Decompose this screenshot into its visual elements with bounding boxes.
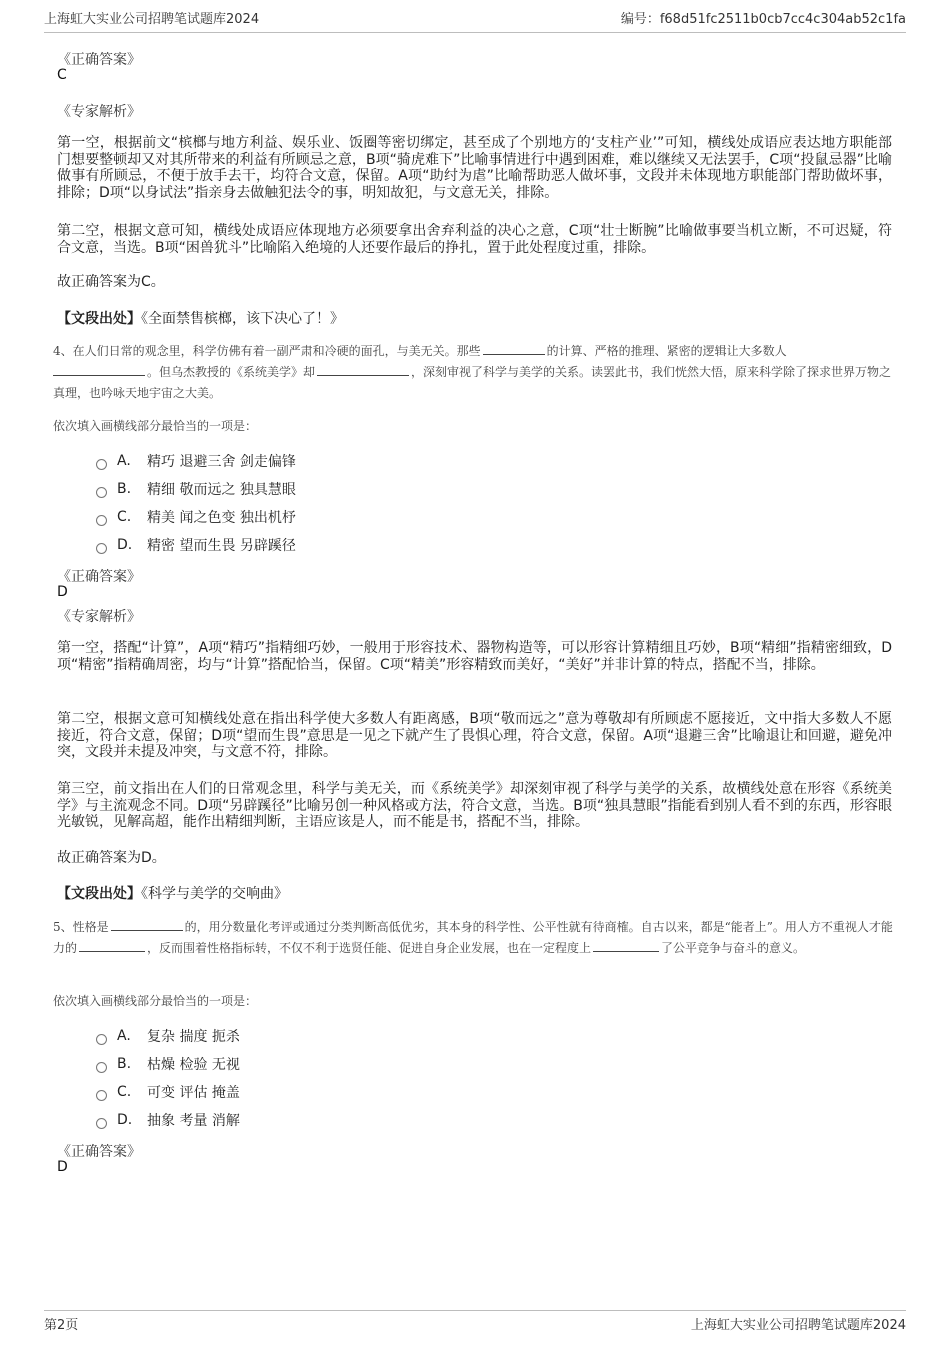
option-c[interactable]: C. 可变 评估 掩盖 (96, 1082, 240, 1102)
question-number: 5、 (53, 920, 73, 934)
source-title: 《科学与美学的交响曲》 (141, 886, 288, 902)
question-5-text: 5、性格是 的，用分数量化考评或通过分类判断高低优劣，其本身的科学性、公平性就有待商榷。自古以来，都是“能者上”。用人方不重视人才能力的 ，反而围着性格指标转，不仅不利于选贤任能、促进自身企业发展，也在一定程度上 了公平竞争与奋斗的意义。 (53, 917, 898, 959)
option-b[interactable]: B. 精细 敬而远之 独具慧眼 (96, 479, 296, 499)
radio-icon[interactable] (96, 1090, 107, 1101)
option-a[interactable]: A. 精巧 退避三舍 剑走偏锋 (96, 451, 296, 471)
analysis-conclusion: 故正确答案为C。 (57, 274, 165, 290)
fill-blank (111, 917, 183, 931)
correct-answer-label: 《正确答案》 (57, 569, 141, 585)
analysis-paragraph: 第三空，前文指出在人们的日常观念里，科学与美无关，而《系统美学》却深刻审视了科学与美学的关系，故横线处意在形容《系统美学》与主流观念不同。D项“另辟蹊径”比喻另创一种风格或方法，符合文意，当选。B项“独具慧眼”指能看到别人看不到的东西，形容眼光敏锐，见解高超，能作出精细判断，主语应该是人，而不能是书，搭配不当，排除。 (57, 781, 892, 830)
fill-blank (483, 341, 545, 355)
document-id: 编号：f68d51fc2511b0cb7cc4c304ab52c1fa (620, 12, 906, 27)
option-d[interactable]: D. 抽象 考量 消解 (96, 1110, 240, 1130)
option-b[interactable]: B. 枯燥 检验 无视 (96, 1054, 240, 1074)
answer-value: D (57, 584, 68, 600)
question-4-text: 4、在人们日常的观念里，科学仿佛有着一副严肃和冷硬的面孔，与美无关。那些 的计算、严格的推理、紧密的逻辑让大多数人 。但乌杰教授的《系统美学》却 ，深刻审视了科学与美学的关系。读罢此书，我们恍然大悟，原来科学除了探求世界万物之真理，也吟咏天地宇宙之大美。 (53, 341, 898, 404)
fill-blank (593, 938, 659, 952)
page-footer (44, 1310, 906, 1338)
option-c[interactable]: C. 精美 闻之色变 独出机杼 (96, 507, 296, 527)
footer-title: 上海虹大实业公司招聘笔试题库2024 (690, 1318, 906, 1333)
source-line (57, 883, 288, 903)
analysis-paragraph: 第二空，根据文意可知，横线处成语应体现地方必须要拿出舍弃利益的决心之意，C项“壮士断腕”比喻做事要当机立断，不可迟疑，符合文意，当选。B项“困兽犹斗”比喻陷入绝境的人还要作最后的挣扎，置于此处程度过重，排除。 (57, 223, 892, 256)
radio-icon[interactable] (96, 1034, 107, 1045)
radio-icon[interactable] (96, 459, 107, 470)
expert-analysis-label: 《专家解析》 (57, 609, 141, 625)
radio-icon[interactable] (96, 1062, 107, 1073)
radio-icon[interactable] (96, 1118, 107, 1129)
source-line (57, 308, 344, 328)
analysis-conclusion: 故正确答案为D。 (57, 850, 166, 866)
fill-blank (53, 362, 145, 376)
radio-icon[interactable] (96, 487, 107, 498)
option-a[interactable]: A. 复杂 揣度 扼杀 (96, 1026, 240, 1046)
radio-icon[interactable] (96, 543, 107, 554)
correct-answer-label: 《正确答案》 (57, 1144, 141, 1160)
radio-icon[interactable] (96, 515, 107, 526)
analysis-paragraph: 第二空，根据文意可知横线处意在指出科学使大多数人有距离感，B项“敬而远之”意为尊敬却有所顾虑不愿接近，文中指大多数人不愿接近，符合文意，保留；D项“望而生畏”意思是一见之下就产生了畏惧心理，符合文意，保留。A项“退避三舍”比喻退让和回避，避免冲突，文段并未提及冲突，与文意不符，排除。 (57, 711, 892, 760)
header-title: 上海虹大实业公司招聘笔试题库2024 (44, 12, 260, 27)
fill-blank (79, 938, 145, 952)
page-number: 第2页 (44, 1318, 79, 1333)
page-header (44, 8, 906, 33)
analysis-paragraph: 第一空，根据前文“槟榔与地方利益、娱乐业、饭圈等密切绑定，甚至成了个别地方的‘支柱产业’”可知，横线处成语应表达地方职能部门想要整顿却又对其所带来的利益有所顾忌之意，B项“骑虎难下”比喻事情进行中遇到困难，难以继续又无法罢手，C项“投鼠忌器”比喻做事有所顾忌，不便于放手去干，均符合文意，保留。A项“助纣为虐”比喻帮助恶人做坏事，文段并未体现地方职能部门帮助做坏事，排除；D项“以身试法”指亲身去做触犯法令的事，明知故犯，与文意无关，排除。 (57, 135, 892, 201)
expert-analysis-label: 《专家解析》 (57, 104, 141, 120)
source-tag: 【文段出处】 (57, 886, 141, 902)
correct-answer-label: 《正确答案》 (57, 52, 141, 68)
source-title: 《全面禁售槟榔，该下决心了！》 (141, 311, 344, 327)
question-prompt: 依次填入画横线部分最恰当的一项是： (53, 994, 258, 1008)
question-number: 4、 (53, 344, 73, 358)
option-d[interactable]: D. 精密 望而生畏 另辟蹊径 (96, 535, 296, 555)
source-tag: 【文段出处】 (57, 311, 141, 327)
analysis-paragraph: 第一空，搭配“计算”，A项“精巧”指精细巧妙，一般用于形容技术、器物构造等，可以形容计算精细且巧妙，B项“精细”指精密细致，D项“精密”指精确周密，均与“计算”搭配恰当，保留。C项“精美”形容精致而美好，“美好”并非计算的特点，搭配不当，排除。 (57, 640, 892, 673)
fill-blank (317, 362, 409, 376)
question-prompt: 依次填入画横线部分最恰当的一项是： (53, 419, 258, 433)
answer-value: D (57, 1159, 68, 1175)
answer-value: C (57, 67, 67, 83)
